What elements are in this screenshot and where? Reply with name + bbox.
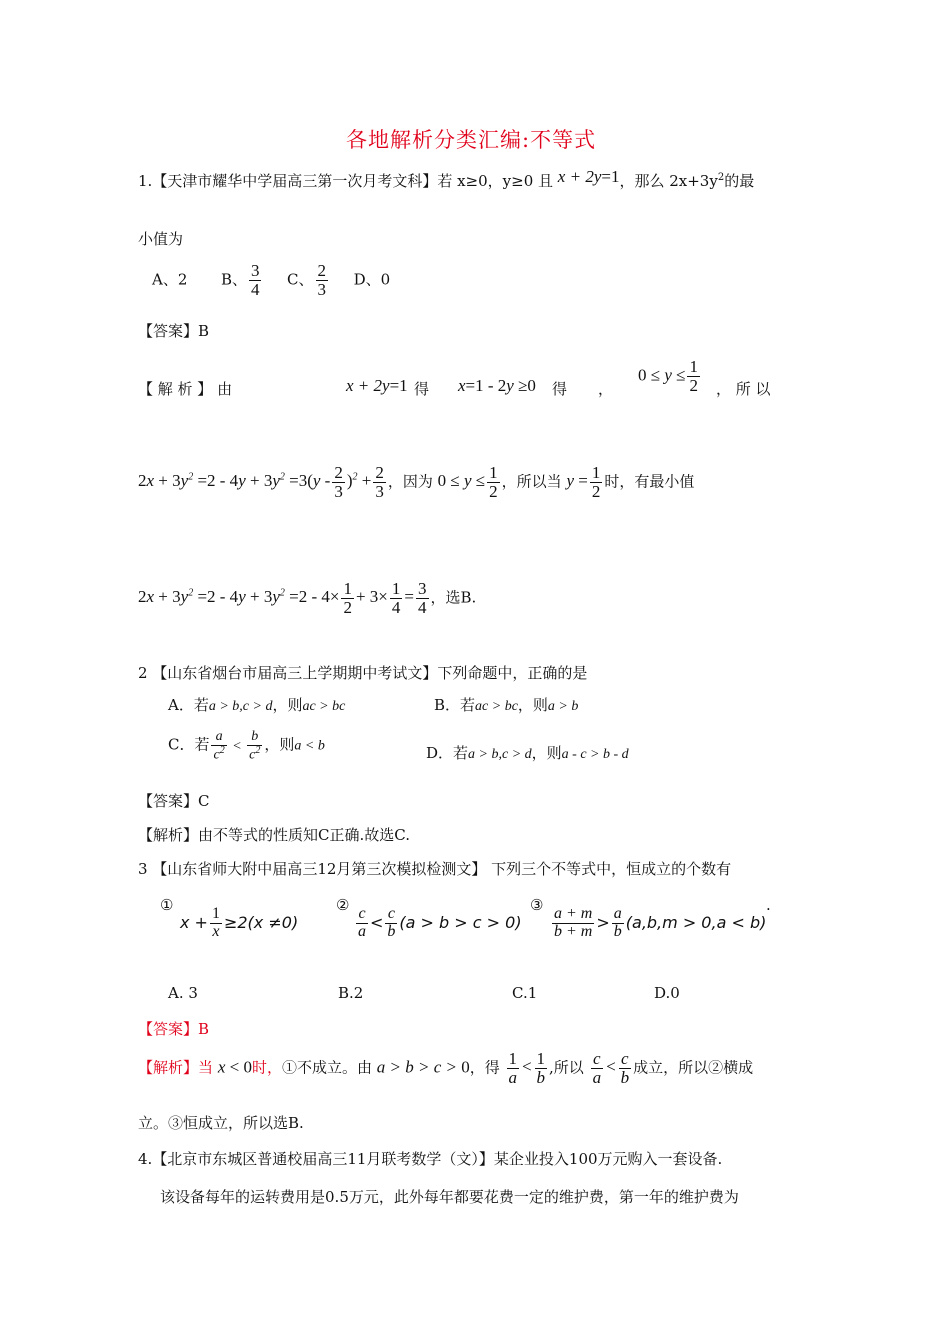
q2-analysis: 【解析】由不等式的性质知C正确.故选C. xyxy=(138,826,410,844)
q3-analysis-t1: ①不成立。由 xyxy=(281,1058,372,1077)
q2-option-a-label: A．若 xyxy=(168,696,209,714)
q2-answer: 【答案】C xyxy=(138,792,210,810)
q2-option-b-concl: a > b xyxy=(547,699,579,714)
q2-option-a-cond: a > b,c > d xyxy=(208,699,273,714)
q2-option-c-then: ，则 xyxy=(264,735,295,754)
q1-option-c-fraction: $\frac{2}{3}$ xyxy=(317,261,327,299)
q2-stem: 2 【山东省烟台市届高三上学期期中考试文】下列命题中，正确的是 xyxy=(138,664,588,682)
q1-analysis-y-value: y = $\frac{1}{2}$ xyxy=(566,463,601,501)
q2-option-b-cond: ac > bc xyxy=(475,699,518,714)
q1-analysis-so-when: ，所以当 xyxy=(501,472,562,491)
q1-analysis-range2: 0 ≤ y ≤ $\frac{1}{2}$ xyxy=(437,463,498,501)
q3-period: . xyxy=(766,896,771,914)
q1-options xyxy=(152,262,390,299)
q1-analysis-eq1: x + 2y=1 xyxy=(346,376,408,395)
q2-option-d-cond: a > b,c > d xyxy=(468,747,532,762)
q1-analysis-line2 xyxy=(138,464,694,501)
q3-analysis-ratio: $\frac{c}{a}$ < $\frac{c}{b}$ xyxy=(592,1049,630,1087)
q1-analysis-expansion: $2x + 3y^2 =2 - 4y + 3y^2 =3(y$ - $\frac{2}{3}$ )$^2$ + $\frac{2}{3}$ xyxy=(138,463,384,501)
q3-ineq-3-expr: $\frac{a + m}{b + m}$ > $\frac{a}{b}$ (a,b,m > 0,a < b) xyxy=(554,905,767,940)
q3-answer: 【答案】B xyxy=(138,1020,210,1038)
q1-stem-b: ，那么 2x+3y xyxy=(619,172,718,190)
q3-analysis-t3: ,所以 xyxy=(549,1058,584,1077)
q2-option-a-concl: ac > bc xyxy=(302,699,346,714)
q2-option-b-label: B．若 xyxy=(434,696,476,714)
q1-stem-a: 1.【天津市耀华中学届高三第一次月考文科】若 x≥0，y≥0 且 xyxy=(138,172,554,190)
q3-analysis-t2: ，得 xyxy=(469,1058,500,1077)
q1-option-b-fraction: $\frac{3}{4}$ xyxy=(250,261,260,299)
q1-stem-line2: 小值为 xyxy=(138,230,184,248)
q3-option-d: D.0 xyxy=(654,984,680,1002)
q3-number-2: ② xyxy=(336,896,350,914)
q3-option-b: B.2 xyxy=(338,984,364,1002)
q2-option-d-then: ，则 xyxy=(531,744,562,762)
q3-analysis-cond: x < 0 xyxy=(217,1057,252,1077)
q2-option-c-cond: $\frac{a}{c^2}$ < $\frac{b}{c^2}$ xyxy=(213,729,261,763)
q3-ineq-2-expr: $\frac{c}{a}$ < $\frac{c}{b}$ (a > b > c > 0) xyxy=(358,905,522,940)
q3-analysis-line1 xyxy=(138,1050,753,1087)
q4-stem-line2: 该设备每年的运转费用是0.5万元，此外每年都要花费一定的维护费，第一年的维护费为 xyxy=(160,1188,739,1206)
q2-option-c-label: C．若 xyxy=(168,735,210,754)
q1-analysis-line3 xyxy=(138,580,476,617)
q2-option-a xyxy=(168,694,345,715)
q1-analysis-de1: 得 xyxy=(414,380,430,398)
q1-answer: 【答案】B xyxy=(138,322,210,340)
q3-option-a: A. 3 xyxy=(168,984,198,1002)
q3-number-3: ③ xyxy=(530,896,544,914)
q3-ineq-1-expr: x + $\frac{1}{x}$ ≥2(x ≠0) xyxy=(180,905,299,940)
q1-analysis-de2: 得 xyxy=(552,380,568,398)
q1-option-a: A、2 xyxy=(152,270,188,289)
q2-option-a-then: ，则 xyxy=(272,696,303,714)
q2-option-b xyxy=(434,694,578,715)
q1-analysis-suoyi: ， 所 以 xyxy=(716,380,771,398)
q2-option-d-concl: a - c > b - d xyxy=(561,747,629,762)
q2-option-c xyxy=(168,730,325,763)
q3-analysis-line2: 立。③恒成立，所以选B. xyxy=(138,1114,304,1132)
q3-analysis-t4: 成立，所以②横成 xyxy=(633,1058,754,1077)
q1-analysis-comma: ， xyxy=(598,380,614,398)
q1-option-b: B、 xyxy=(220,270,247,289)
q1-analysis-choice: ，选B. xyxy=(430,588,477,607)
q3-analysis-when: 当 xyxy=(198,1058,214,1077)
q1-analysis-label: 【 解 析 】 由 xyxy=(138,380,233,398)
q1-analysis-min-value: $2x + 3y^2 =2 - 4y + 3y^2 =2 - 4\times$ $\frac{1}{2}$ + 3× $\frac{1}{4}$ = $\frac{3}{4}$ xyxy=(138,579,427,617)
q3-option-c: C.1 xyxy=(512,984,538,1002)
q3-analysis-recip: $\frac{1}{a}$ < $\frac{1}{b}$ xyxy=(508,1049,546,1087)
q1-analysis-range: 0 ≤ y ≤ $\frac{1}{2}$ xyxy=(638,357,698,395)
q1-option-d: D、0 xyxy=(353,270,391,289)
q2-option-d-label: D．若 xyxy=(426,744,469,762)
q1-option-c: C、 xyxy=(287,270,314,289)
q3-number-1: ① xyxy=(160,896,174,914)
q1-analysis-min-text: 时，有最小值 xyxy=(604,472,695,491)
q2-option-b-then: ，则 xyxy=(517,696,548,714)
q2-option-d xyxy=(426,742,629,763)
q1-analysis-because: ，因为 xyxy=(387,472,433,491)
q4-stem: 4.【北京市东城区普通校届高三11月联考数学（文）】某企业投入100万元购入一套设备. xyxy=(138,1150,723,1168)
q3-analysis-when2: 时， xyxy=(251,1058,282,1077)
q1-stem-c: 的最 xyxy=(724,172,755,190)
q3-analysis-label: 【解析】 xyxy=(138,1058,199,1077)
q2-option-c-concl: a < b xyxy=(294,738,325,754)
q1-condition: x + 2y=1 xyxy=(557,167,620,186)
q3-stem: 3 【山东省师大附中届高三12月第三次模拟检测文】 下列三个不等式中，恒成立的个数有 xyxy=(138,860,732,878)
q1-stem: 1.【天津市耀华中学届高三第一次月考文科】若 x≥0，y≥0 且 x + 2y=1，那么 $2x+3y^2$的最 xyxy=(138,167,755,190)
page-title: 各地解析分类汇编:不等式 xyxy=(346,128,597,152)
q1-analysis-eq2: x=1 - 2y ≥0 xyxy=(458,376,536,395)
q3-analysis-chain: a > b > c > 0 xyxy=(376,1057,470,1077)
